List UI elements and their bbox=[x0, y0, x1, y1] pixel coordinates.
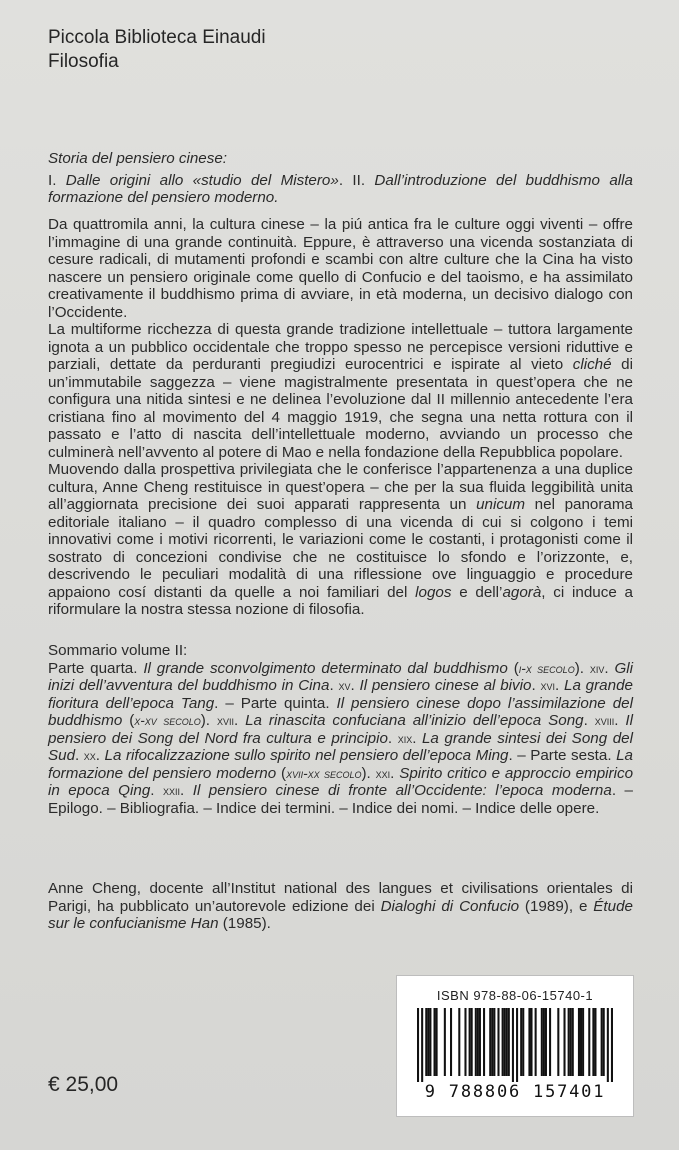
barcode-bar bbox=[497, 1008, 499, 1076]
barcode-bar bbox=[434, 1008, 436, 1076]
toc-text: . – Parte quinta. bbox=[214, 694, 337, 712]
toc-numeral: xviii bbox=[594, 713, 615, 728]
barcode-bar bbox=[444, 1008, 446, 1076]
description-paragraph-2 bbox=[48, 321, 633, 461]
barcode-bar bbox=[568, 1008, 570, 1076]
barcode-bar bbox=[506, 1008, 508, 1076]
barcode-bar bbox=[578, 1008, 580, 1076]
barcode-bar bbox=[549, 1008, 551, 1076]
toc-smallcaps: xvii-xx secolo bbox=[286, 765, 362, 781]
toc-text: . bbox=[583, 712, 595, 729]
toc-text: . bbox=[329, 677, 339, 694]
barcode-bar bbox=[417, 1008, 419, 1082]
toc-text: . bbox=[233, 712, 246, 729]
toc-text: . bbox=[180, 782, 193, 799]
title-vol1-numeral: I. bbox=[48, 171, 66, 189]
description-paragraph-1: Da quattromila anni, la cultura cinese – la piú antica fra le culture oggi viventi – offre l’immagine di una grande continuità. Eppure, è attraverso una vicenda sostanziata di cesure radicali, di mutamenti profondi e scambi con altre culture che la Cina ha visto nascere un pensiero originale come quello di Confucio e del taoismo, e ha assimilato creativamente il buddhismo prima di avviare, in età moderna, un decisivo dialogo con l’Occidente. bbox=[48, 216, 633, 321]
description-italic: unicum bbox=[476, 496, 526, 513]
title-vol2-numeral: . II. bbox=[338, 171, 375, 189]
toc-text: . bbox=[95, 747, 105, 764]
title-line-1: Storia del pensiero cinese: bbox=[48, 150, 227, 167]
toc-text: ). bbox=[200, 712, 217, 729]
toc-text: . – Parte sesta. bbox=[508, 747, 617, 764]
barcode-bar bbox=[464, 1008, 466, 1076]
barcode-bar bbox=[607, 1008, 609, 1082]
description-italic: cliché bbox=[572, 356, 612, 373]
author-text: (1989), e bbox=[519, 897, 594, 915]
barcode-bar bbox=[563, 1008, 565, 1076]
description-text: Muovendo dalla prospettiva privilegiata che le conferisce l’appartenenza a una duplice cultura, Anne Cheng restituisce in quest’opera – che per la sua fluida leggibilità unita all’aggiornata precisione dei suoi apparati rappresenta un bbox=[48, 461, 633, 513]
barcode-bar bbox=[512, 1008, 514, 1082]
toc-italic: Gli inizi dell’avventura del buddhismo in Cina bbox=[48, 659, 634, 694]
barcode-bar bbox=[530, 1008, 532, 1076]
barcode-bar bbox=[582, 1008, 584, 1076]
toc-numeral: xiv bbox=[589, 660, 605, 676]
barcode-bar bbox=[421, 1008, 423, 1082]
toc-text: . bbox=[412, 729, 422, 747]
barcode-bar bbox=[475, 1008, 477, 1076]
barcode-bar bbox=[471, 1008, 473, 1076]
description-paragraph-3 bbox=[48, 461, 633, 619]
toc-text: . bbox=[554, 677, 564, 694]
toc-text: ( bbox=[276, 764, 287, 782]
barcode-bar bbox=[508, 1008, 510, 1076]
barcode-bar bbox=[504, 1008, 506, 1076]
author-bio bbox=[48, 880, 633, 933]
toc-italic: Il pensiero cinese dopo l’assimilazione del buddhismo bbox=[48, 694, 633, 729]
barcode-bar bbox=[520, 1008, 522, 1076]
barcode-bar bbox=[469, 1008, 471, 1076]
barcode-bar bbox=[570, 1008, 572, 1076]
author-italic: Étude sur le confucianisme Han bbox=[48, 897, 633, 932]
barcode-bar bbox=[489, 1008, 491, 1076]
barcode-bars bbox=[417, 1008, 613, 1082]
barcode-bar bbox=[427, 1008, 429, 1076]
toc-italic: Il pensiero dei Song del Nord fra cultura e principio bbox=[48, 712, 633, 747]
barcode-bar bbox=[535, 1008, 537, 1076]
toc-numeral: xxi bbox=[375, 765, 391, 781]
description-text: di un’immutabile saggezza – viene magistralmente presentata in quest’opera che ne configura una nitida sintesi e ne delinea l’evoluzione dal II millennio antecedente l’era cristiana fino al movimento del 4 maggio 1919, che segna una netta rottura con il passato e l’atto di nascita dell’intellettuale moderno, avviando un processo che culminerà nell’avvento al potere di Mao e nella fondazione della Repubblica popolare. bbox=[48, 356, 634, 461]
toc-text: . bbox=[604, 659, 615, 677]
price: € 25,00 bbox=[48, 1073, 119, 1096]
toc-numeral: xvii bbox=[216, 713, 234, 728]
barcode-bar bbox=[541, 1008, 543, 1076]
table-of-contents bbox=[48, 642, 633, 817]
toc-text: . – Epilogo. – Bibliografia. – Indice dei termini. – Indice dei nomi. – Indice delle opere. bbox=[48, 782, 633, 817]
author-text: Anne Cheng, docente all’Institut national des langues et civilisations orientales di Parigi, ha pubblicato un’autorevole edizione dei bbox=[48, 880, 633, 915]
barcode-bar bbox=[592, 1008, 594, 1076]
description-text: e dell’ bbox=[451, 583, 503, 601]
title-line-2 bbox=[48, 172, 633, 207]
toc-text: ( bbox=[507, 659, 519, 677]
toc-text: . bbox=[531, 677, 541, 694]
toc-numeral: xvi bbox=[540, 678, 555, 693]
toc-italic: La rinascita confuciana all’inizio dell’epoca Song bbox=[245, 712, 584, 729]
barcode-bar bbox=[601, 1008, 603, 1076]
toc-italic: La rifocalizzazione sullo spirito nel pensiero dell’epoca Ming bbox=[104, 747, 509, 764]
toc-text: ). bbox=[361, 764, 376, 782]
description-text: , ci induce a riformulare la nostra stessa nozione di filosofia. bbox=[48, 583, 633, 618]
barcode-bar bbox=[436, 1008, 438, 1076]
barcode-bar bbox=[557, 1008, 559, 1076]
title-vol1-name: Dalle origini allo «studio del Mistero» bbox=[65, 171, 339, 189]
description-text: La multiforme ricchezza di questa grande tradizione intellettuale – tuttora largamente ignota a un pubblico occidentale che troppo spesso ne percepisce versioni riduttive e parziali, dettate da perduranti pregiudizi eurocentrici e ispirate al vieto bbox=[48, 321, 633, 373]
barcode-bar bbox=[479, 1008, 481, 1076]
toc-text: . bbox=[390, 764, 400, 782]
toc-italic: Il pensiero cinese di fronte all’Occidente: l’epoca moderna bbox=[192, 782, 612, 799]
toc-numeral: xix bbox=[397, 730, 413, 746]
summary-heading: Sommario volume II: bbox=[48, 642, 188, 659]
barcode-bar bbox=[543, 1008, 545, 1076]
barcode-bar bbox=[572, 1008, 574, 1076]
barcode-bar bbox=[611, 1008, 613, 1082]
book-title bbox=[48, 150, 633, 207]
toc-numeral: xx bbox=[83, 748, 96, 763]
isbn-label: ISBN 978-88-06-15740-1 bbox=[436, 988, 594, 1003]
barcode-bar bbox=[522, 1008, 524, 1076]
barcode-bar bbox=[516, 1008, 518, 1082]
author-text: (1985). bbox=[218, 915, 271, 932]
toc-italic: Il pensiero cinese al bivio bbox=[359, 677, 532, 694]
barcode-bar bbox=[491, 1008, 493, 1076]
toc-text: . bbox=[350, 677, 360, 694]
toc-numeral: xxii bbox=[162, 783, 180, 798]
barcode-bar bbox=[458, 1008, 460, 1076]
barcode-bar bbox=[528, 1008, 530, 1076]
author-italic: Dialoghi di Confucio bbox=[380, 897, 520, 915]
summary-text bbox=[48, 660, 633, 818]
barcode-bar bbox=[588, 1008, 590, 1076]
toc-italic: Spirito critico e approccio empirico in epoca Qing bbox=[48, 764, 634, 799]
toc-smallcaps: x-xv secolo bbox=[134, 713, 201, 728]
toc-text: ). bbox=[574, 659, 590, 677]
toc-smallcaps: i-x secolo bbox=[518, 660, 575, 676]
barcode-bar bbox=[483, 1008, 485, 1076]
barcode-bar bbox=[502, 1008, 504, 1076]
toc-text: . bbox=[614, 712, 626, 729]
description-text: nel panorama editoriale italiano – il quadro complesso di una vicenda di cui si colgono i temi innovativi come i motivi ricorrenti, le variazioni come le costanti, i protagonisti come il sostrato di concezioni condivise che ne costituisce lo sfondo e l’orizzonte, e, descrivendo le peculiari modalità di una riflessione ove linguaggio e procedure appaiono cosí distanti da quelle a noi familiari del bbox=[48, 496, 633, 601]
toc-text: ( bbox=[122, 712, 135, 729]
barcode-bar bbox=[425, 1008, 427, 1076]
series-line-2: Filosofia bbox=[48, 51, 119, 72]
toc-italic: La grande sintesi dei Song del Sud bbox=[48, 729, 633, 764]
toc-text: . bbox=[387, 729, 398, 747]
toc-text: Parte quarta. bbox=[48, 659, 144, 677]
barcode-bar bbox=[493, 1008, 495, 1076]
barcode-bar bbox=[580, 1008, 582, 1076]
series-name bbox=[48, 26, 266, 74]
author-paragraph bbox=[48, 880, 633, 933]
barcode-bar bbox=[545, 1008, 547, 1076]
toc-italic: Il grande sconvolgimento determinato dal buddhismo bbox=[143, 659, 508, 677]
toc-italic: La grande fioritura dell’epoca Tang bbox=[48, 677, 633, 712]
toc-text: . bbox=[75, 747, 84, 764]
toc-text: . bbox=[150, 782, 163, 799]
toc-numeral: xv bbox=[338, 678, 351, 693]
book-description bbox=[48, 216, 633, 619]
barcode-digits: 9 788806 157401 bbox=[424, 1082, 606, 1102]
barcode-bar bbox=[603, 1008, 605, 1076]
title-vol2-name: Dall’introduzione del buddhismo alla formazione del pensiero moderno. bbox=[48, 171, 633, 206]
description-italic: agorà bbox=[502, 583, 542, 601]
barcode bbox=[396, 975, 634, 1117]
barcode-bar bbox=[477, 1008, 479, 1076]
description-italic: logos bbox=[415, 583, 452, 601]
barcode-bar bbox=[429, 1008, 431, 1076]
toc-italic: La formazione del pensiero moderno bbox=[48, 747, 633, 782]
barcode-bar bbox=[450, 1008, 452, 1076]
barcode-bar bbox=[594, 1008, 596, 1076]
series-line-1: Piccola Biblioteca Einaudi bbox=[48, 27, 266, 48]
